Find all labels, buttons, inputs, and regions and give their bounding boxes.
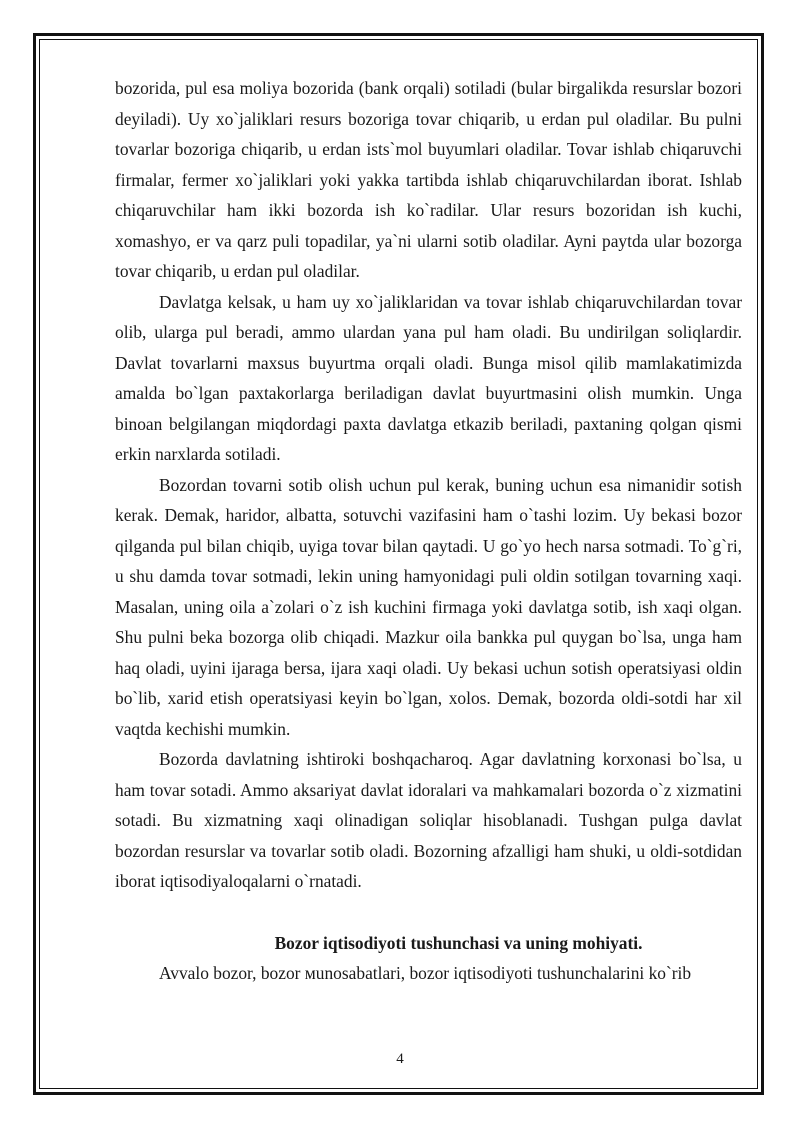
- body-paragraph-2: Davlatga kelsak, u ham uy xo`jaliklaridan va tovar ishlab chiqaruvchilardan tovar olib, ularga pul beradi, ammo ulardan yana pul ham oladi. Bu undirilgan soliqlardir. Davlat tovarlarni maxsus buyurtma orqali oladi. Bunga misol qilib mamlakatimizda amalda bo`lgan paxtakorlarga beriladigan davlat buyurtmasini olish mumkin. Unga binoan belgilangan miqdordagi paxta davlatga etkazib beriladi, paxtaning qolgan qismi erkin narxlarda sotiladi.: [115, 291, 742, 464]
- page-number: 4: [396, 1051, 404, 1067]
- page-body: [115, 73, 742, 989]
- body-paragraph-3: Bozordan tovarni sotib olish uchun pul kerak, buning uchun esa nimanidir sotish kerak. Demak, haridor, albatta, sotuvchi vazifasini ham o`tashi lozim. Uy bekasi bozor qilganda pul bilan chiqib, uyiga tovar bilan qaytadi. U go`yo hech narsa sotmadi. To`g`ri, u shu damda tovar sotmadi, lekin uning hamyonidagi puli oldin sotilgan tovarning xaqi. Masalan, uning oila a`zolari o`z ish kuchini firmaga yoki davlatga sotib, ish xaqi olgan. Shu pulni beka bozorga olib chiqadi. Mazkur oila bankka pul quygan bo`lsa, unga ham haq oladi, uyini ijaraga bersa, ijara xaqi oladi. Uy bekasi uchun sotish operatsiyasi oldin bo`lib, xarid etish operatsiyasi keyin bo`lgan, xolos. Demak, bozorda oldi-sotdi har xil vaqtda kechishi mumkin.: [115, 474, 742, 739]
- body-paragraph-4: Bozorda davlatning ishtiroki boshqacharoq. Agar davlatning korxonasi bo`lsa, u ham tovar sotadi. Ammo aksariyat davlat idoralari va mahkamalari bozorda o`z xizmatini sotadi. Bu xizmatning xaqi olinadigan soliqlar hisoblanadi. Tushgan pulga davlat bozordan resurslar va tovarlar sotib oladi. Bozorning afzalligi ham shuki, u oldi-sotdidan iborat iqtisodiyaloqalarni o`rnatadi.: [115, 749, 742, 891]
- section-heading: Bozor iqtisodiyoti tushunchasi va uning mohiyati.: [274, 932, 643, 953]
- body-paragraph-5: Avvalo bozor, bozor мunosabatlari, bozor iqtisodiyoti tushunchalarini ko`rib: [159, 963, 692, 983]
- body-paragraph-1: bozorida, pul esa moliya bozorida (bank orqali) sotiladi (bular birgalikda resurslar bozori deyiladi). Uy xo`jaliklari resurs bozoriga tovar chiqarib, u erdan pul oladilar. Bu pulni tovarlar bozoriga chiqarib, u erdan ists`mol buyumlari oladilar. Tovar ishlab chiqaruvchi firmalar, fermer xo`jaliklari yoki yakka tartibda ishlab chiqaruvchilardan iborat. Ishlab chiqaruvchilar ham ikki bozorda ish ko`radilar. Ular resurs bozoridan ish kuchi, xomashyo, er va qarz puli topadilar, ya`ni ularni sotib oladilar. Ayni paytda ular bozorga tovar chiqarib, u erdan pul oladilar.: [115, 78, 742, 281]
